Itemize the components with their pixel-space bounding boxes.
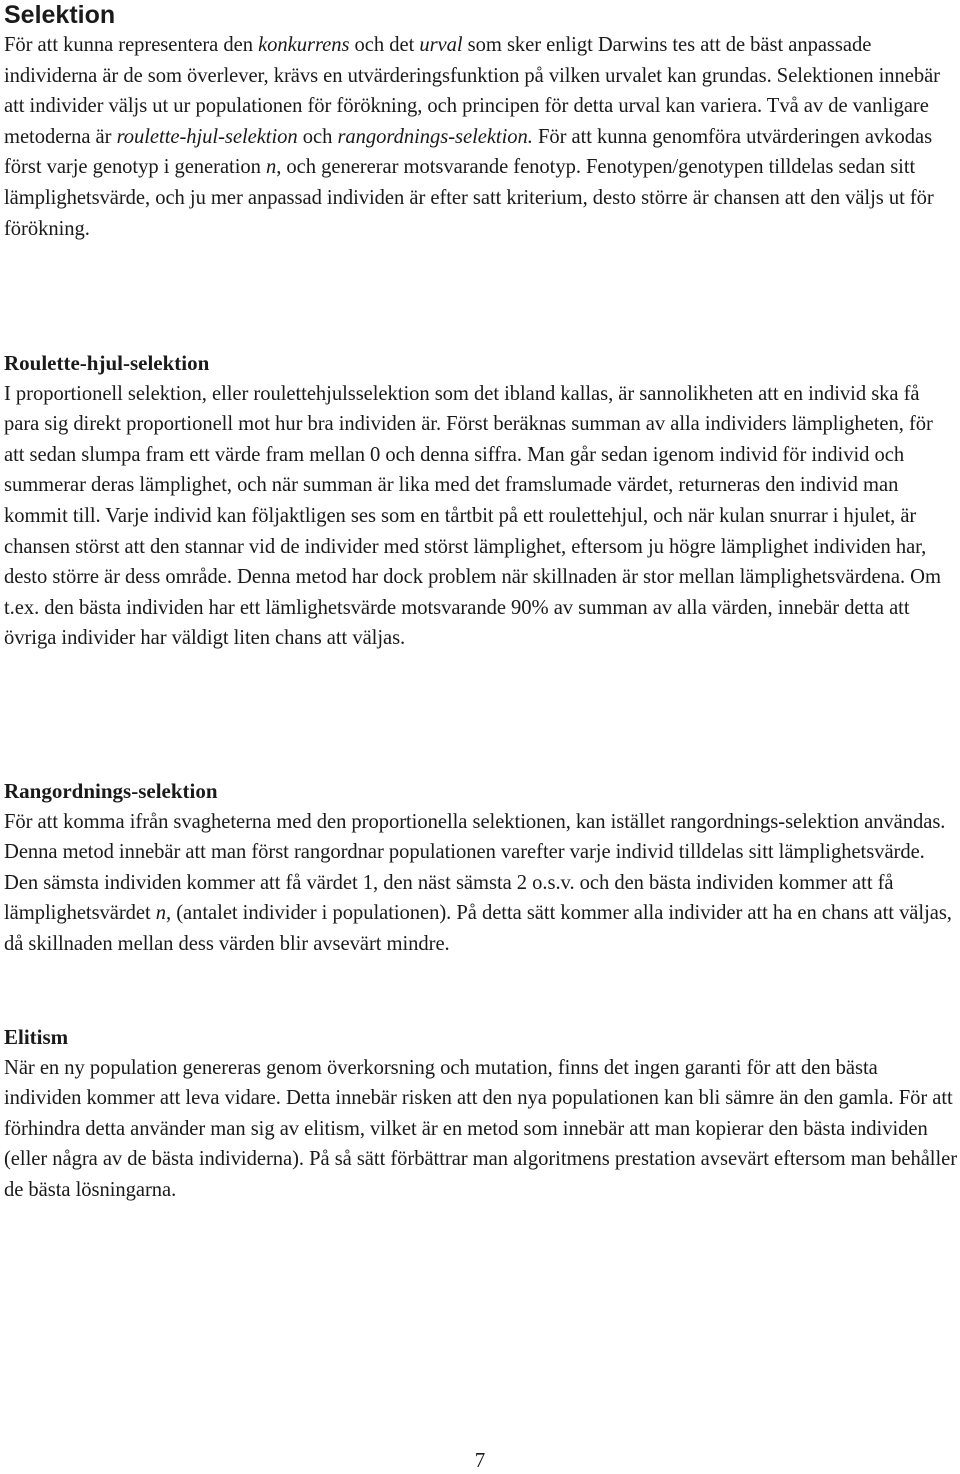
term-urval: urval: [419, 34, 463, 56]
roulette-heading: Roulette-hjul-selektion: [4, 351, 210, 375]
page-title: Selektion: [4, 1, 116, 29]
intro-paragraph: [4, 30, 958, 244]
rank-text: För att komma ifrån svagheterna med den proportionella selektionen, kan istället rangordnings-selektion användas. Denna metod innebär att man först rangordnar populationen varefter varje individ tilldelas sitt lämplighetsvärde. Den sämsta individen kommer att få värdet 1, den näst sämsta 2 o.s.v. och den bästa individen kommer att få lämplighetsvärdet: [4, 810, 946, 925]
intro-text: och det: [349, 34, 420, 56]
intro-text: , och genererar motsvarande fenotyp. Fenotypen/genotypen tilldelas sedan sitt lämplighetsvärde, och ju mer anpassad individen är efter satt kriterium, desto större är chansen att den väljs ut för förökning.: [4, 156, 934, 240]
roulette-section: [4, 348, 958, 654]
rank-paragraph: [4, 807, 958, 960]
roulette-paragraph: I proportionell selektion, eller roulettehjulsselektion som det ibland kallas, är sannolikheten att en individ ska få para sig direkt proportionell mot hur bra individen är. Först beräknas summan av alla individers lämpligheten, för att sedan slumpa fram ett värde fram mellan 0 och denna siffra. Man går sedan igenom individ för individ och summerar deras lämplighet, och när summan är lika med det framslumade värdet, returneras den individ man kommit till. Varje individ kan följaktligen ses som en tårtbit på ett roulettehjul, och när kulan snurrar i hjulet, är chansen störst att den stannar vid de individer med störst lämplighet, eftersom ju högre lämplighet individen har, desto större är dess område. Denna metod har dock problem när skillnaden är stor mellan lämplighetsvärdena. Om t.ex. den bästa individen har ett lämlighetsvärde motsvarande 90% av summan av alla värden, innebär detta att övriga individer har väldigt liten chans att väljas.: [4, 382, 941, 650]
rank-text: , (antalet individer i populationen). På detta sätt kommer alla individer att ha en chans att väljas, då skillnaden mellan dess värden blir avsevärt mindre.: [4, 902, 952, 955]
elitism-section: [4, 1022, 958, 1206]
intro-text: För att kunna representera den: [4, 34, 259, 56]
intro-text: som sker enligt Darwins tes att de bäst anpassade individerna är de som överlever, krävs en utvärderingsfunktion på vilken urvalet kan grundas. Selektionen innebär att individer väljs ut ur populationen för förökning, och principen för detta urval kan variera. Två av de vanligare metoderna är: [4, 34, 940, 148]
variable-n: n: [155, 902, 167, 925]
rank-heading: Rangordnings-selektion: [4, 779, 218, 803]
rank-section: [4, 776, 958, 960]
elitism-heading: Elitism: [4, 1025, 69, 1049]
term-rank-method: rangordnings-selektion.: [337, 125, 533, 148]
term-konkurrens: konkurrens: [258, 34, 350, 56]
variable-n: n: [265, 156, 277, 179]
elitism-paragraph: När en ny population genereras genom överkorsning och mutation, finns det ingen garanti för att den bästa individen kommer att leva vidare. Detta innebär risken att den nya populationen kan bli sämre än den gamla. För att förhindra detta använder man sig av elitism, vilket är en metod som innebär att man kopierar den bästa individen (eller några av de bästa individerna). På så sätt förbättrar man algoritmens prestation avsevärt eftersom man behåller de bästa lösningarna.: [4, 1056, 958, 1201]
selektion-section: [4, 0, 958, 244]
page-number: 7: [474, 1448, 486, 1472]
intro-text: och: [297, 125, 338, 148]
intro-text: För att kunna genomföra utvärderingen avkodas först varje genotyp i generation: [4, 125, 933, 179]
term-roulette-method: roulette-hjul-selektion: [116, 125, 298, 148]
